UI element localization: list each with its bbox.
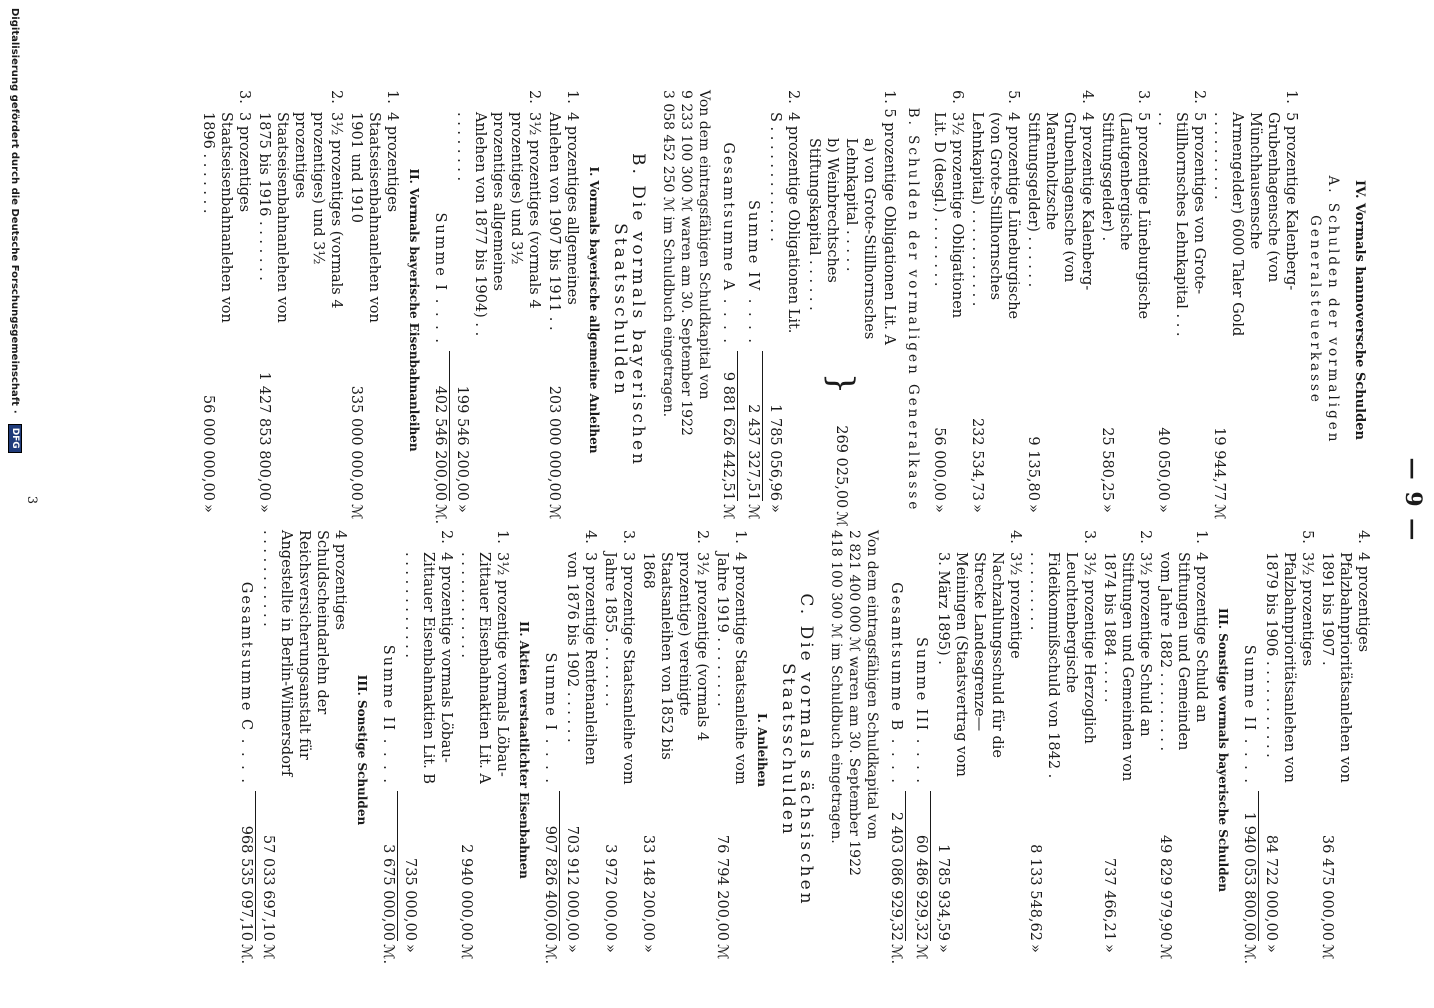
sum-saxony-ii — [379, 530, 398, 970]
sum-currency: ℳ — [745, 504, 761, 520]
sum-currency: ℳ. — [238, 944, 254, 965]
list-item — [930, 90, 966, 530]
item-amount: 56 000 000,00 — [200, 394, 216, 501]
item-currency: » — [1263, 944, 1279, 953]
item-amount: 8 133 548,62 — [1027, 844, 1043, 941]
item-amount: 40 050,00 — [1155, 427, 1171, 501]
item-currency: » — [454, 504, 470, 513]
list-item — [199, 90, 253, 530]
item-number: 3. — [1135, 90, 1151, 104]
item-currency: » — [935, 944, 951, 953]
sum-currency: ℳ. — [1241, 944, 1257, 965]
sum-currency: ℳ. — [542, 944, 558, 965]
item-currency: » — [1155, 504, 1171, 513]
item-text: 3½ prozentige Herzoglich Leuchtenbergische Fideikommißschuld von 1842 . . . . . . . . . . — [1027, 552, 1097, 779]
left-column — [197, 90, 1374, 530]
item-currency: » — [969, 504, 985, 513]
item-text: 3 prozentiges Staatseisenbahnanlehen von 1896 . . . . . . . — [200, 112, 252, 323]
page-number: 3 — [24, 495, 39, 505]
sum-label: Summe I . . . . — [542, 652, 558, 785]
list-item — [1026, 530, 1098, 970]
b1-subitems — [804, 90, 879, 369]
item-amount: 36 475 000,00 — [1319, 834, 1335, 941]
section-saxony-title: C. Die vormals sächsischen Staatsschulden — [778, 593, 816, 907]
brace-symbol: } — [821, 372, 862, 395]
bavaria-ii-title: II. Vormals bayerische Eisenbahnanleihen — [407, 168, 421, 452]
sum-amount: 907 826 400,00 — [541, 791, 560, 941]
sum-label: Gesamtsumme A . . . . — [720, 142, 736, 345]
total-a — [719, 90, 738, 530]
item-text: 4 prozentige Kalenberg-Grubenhagensche (von Marenholtzsche Stiftungsgelder) . . . . . . — [1025, 112, 1095, 291]
note-line — [659, 90, 677, 530]
item-currency: » — [1027, 944, 1043, 953]
item-number: 5. — [1299, 530, 1315, 544]
dfg-logo-icon: DFG — [8, 424, 22, 453]
note-text: im Schuldbuch eingetragen. — [660, 216, 676, 418]
note-line: Von dem eintragsfähigen Schuldkapital von — [696, 90, 712, 400]
item-text: 3½ prozentige Nachzahlungsschuld für die Strecke Landesgrenze—Meiningen (Staatsvertrag vom 3. März 1895) . — [935, 552, 1023, 777]
item-number: 5. — [1005, 90, 1021, 104]
footer-text: Digitalisierung gefördert durch die Deutsche Forschungsgemeinschaft — [9, 8, 21, 406]
b1-currency: ℳ — [833, 511, 850, 527]
item-currency: ℳ — [546, 504, 562, 520]
item-text: 4 prozentiges Staatseisenbahnanlehen von 1901 und 1910 — [348, 112, 400, 323]
item-amount: 1 785 056,96 — [767, 404, 783, 501]
total-b — [887, 530, 906, 970]
item-text: 3½ prozentige Obligationen Lit. D (desgl.) . . . . . . . . — [931, 112, 965, 319]
item-number: 6. — [949, 90, 965, 104]
total-c — [237, 530, 256, 970]
list-item — [968, 90, 1022, 530]
a-items-list — [930, 90, 1300, 530]
sum-label: Summe IV . . . . — [745, 199, 761, 345]
item-number: 2. — [328, 90, 344, 104]
item-text: 4 prozentiges Pfalzbahnprioritätsanlehen von 1891 bis 1907 . — [1319, 552, 1371, 783]
item-number: 2. — [526, 90, 542, 104]
sum-amount: 9 881 626 442,51 — [719, 351, 738, 501]
list-item — [347, 90, 401, 530]
b1-heading-text: 1. 5 prozentige Obligationen Lit. A — [881, 90, 897, 345]
sum-amount: 60 486 929,32 — [912, 791, 931, 941]
item-number: 3. — [620, 530, 636, 544]
item-number: 4. — [1355, 530, 1371, 544]
item-text: 4 prozentige Lüneburgische (von Grote-Stillhornsches Lehnkapital) . . . . . . . . . . . — [969, 112, 1021, 320]
item-currency: » — [1101, 944, 1117, 953]
page-header: — 9 — — [1400, 457, 1426, 543]
b1-heading — [880, 90, 898, 530]
item-currency: » — [931, 504, 947, 513]
item-amount: 19 944,77 — [1211, 427, 1227, 501]
item-amount: 3 972 000,00 — [602, 844, 618, 941]
note-a — [659, 90, 713, 530]
item-amount: 76 794 200,00 — [714, 834, 730, 941]
item-number: 2. — [694, 530, 710, 544]
note-text: im Schuldbuch eingetragen. — [828, 642, 844, 844]
item-currency: ℳ — [458, 944, 474, 960]
item-amount: 199 546 200,00 — [454, 385, 470, 501]
note-text: waren am 30. September 1922 — [846, 656, 862, 876]
list-item — [453, 90, 543, 530]
bavaria-i-title: I. Vormals bayerische allgemeine Anleihen — [587, 166, 601, 454]
list-item — [1262, 530, 1316, 970]
item-text: 3 prozentige Staatsanleihe vom Jahre 1855 . . . . . . . . — [602, 552, 636, 785]
item-text: 5 prozentige Kalenberg-Grubenhagensche (von Münchhausensche Armengelder) 6000 Taler Gold . . . . . . . . . . — [1211, 112, 1299, 337]
section-bavaria-title: B. Die vormals bayerischen Staatsschulden — [610, 152, 648, 468]
item-number: 4. — [1079, 90, 1095, 104]
note-line — [827, 530, 845, 970]
saxony-ii-title: II. Aktien verstaatlichter Eisenbahnen — [517, 621, 531, 879]
item-text: 4 prozentige Schuld an Stiftungen und Gemeinden vom Jahre 1882 . . . . . . . . . — [1157, 552, 1209, 752]
item-number: 3. — [236, 90, 252, 104]
b1-brace-group — [804, 90, 879, 530]
sum-amount: 402 546 200,00 — [431, 351, 450, 501]
item-currency: » — [602, 944, 618, 953]
item-number: 2. — [1137, 530, 1153, 544]
item-text: 4 prozentiges allgemeines Anlehen von 1907 bis 1911 . . — [546, 112, 580, 331]
section-b-title: B. Schulden der vormaligen Generalkasse — [905, 107, 921, 513]
sum-bavaria-iii — [912, 530, 931, 970]
list-item — [259, 530, 349, 970]
item-number: 2. — [1191, 90, 1207, 104]
item-currency: ℳ — [1157, 944, 1173, 960]
right-column — [231, 530, 1374, 970]
item-text: 5 prozentige Lüneburgische (Lautgenbergische Stiftungsgelder) . — [1099, 112, 1151, 320]
list-item — [1098, 90, 1152, 530]
item-currency: ℳ — [714, 944, 730, 960]
sum-label: Gesamtsumme C . . . . — [238, 581, 254, 785]
list-item — [545, 90, 581, 530]
section-a-title: A. Schulden der vormaligen Generalsteuerkasse — [1307, 175, 1341, 445]
item-number: 3. — [1081, 530, 1097, 544]
item-currency: ℳ — [348, 504, 364, 520]
item-amount: 232 534,73 — [969, 417, 985, 501]
list-item — [601, 530, 637, 970]
note-line — [845, 530, 863, 970]
item-text: 3½ prozentige vormals Löbau-Zittauer Eisenbahnaktien Lit. A . . . . . . . . . . . . — [458, 552, 510, 784]
item-amount: 56 000,00 — [931, 427, 947, 501]
sum-amount: 1 940 053 800,00 — [1240, 791, 1259, 941]
item-text: 3 prozentige Rentenanleihen von 1876 bis 1902 . . . . . . — [564, 552, 598, 765]
item-text: 5 prozentiges von Grote-Stillhornsches Lehnkapital . . . . . — [1155, 112, 1207, 337]
sum-amount: 2 403 086 929,32 — [887, 791, 906, 941]
digitization-footer: Digitalisierung gefördert durch die Deutsche Forschungsgemeinschaft · DFG — [8, 0, 22, 1008]
item-amount: 735 000,00 — [402, 857, 418, 941]
sum-amount: 2 437 327,51 — [744, 351, 763, 501]
item-amount: 9 135,80 — [1025, 436, 1041, 501]
note-b — [827, 530, 881, 970]
note-figure: 418 100 300 ℳ — [828, 530, 844, 639]
item-number: 4. — [582, 530, 598, 544]
item-currency: » — [1025, 504, 1041, 513]
item-text: 3½ prozentiges Pfalzbahnprioritätsanlehen von 1879 bis 1906 . . . . . . . . . . . — [1263, 552, 1315, 783]
item-amount: 49 829 979,90 — [1157, 834, 1173, 941]
item-amount: 25 580,25 — [1099, 427, 1115, 501]
item-amount: 335 000 000,00 — [348, 385, 364, 501]
list-item — [563, 530, 599, 970]
item-number: 4. — [1007, 530, 1023, 544]
item-number: 1. — [1283, 90, 1299, 104]
item-amount: 1 427 853 800,00 — [256, 371, 272, 501]
sum-bavaria-ii — [1240, 530, 1259, 970]
item-amount: 84 722 000,00 — [1263, 834, 1279, 941]
list-item — [1154, 90, 1208, 530]
item-text: 4 prozentiges Schuldscheindarlehn der Reichsversicherungsanstalt für Angestellte in Berlin-Wilmersdorf . . . . . . . . . . . — [260, 530, 348, 777]
item-currency: » — [402, 944, 418, 953]
item-text: 3½ prozentige Schuld an Stiftungen und Gemeinden von 1874 bis 1884 . . . . . — [1101, 552, 1153, 782]
sum-currency: ℳ. — [380, 944, 396, 965]
item-number: 1. — [732, 530, 748, 544]
item-text: 3½ prozentige (vormals 4 prozentige) vereinigte Staatsanleihen von 1852 bis 1868 — [640, 552, 710, 760]
item-amount: 33 148 200,00 — [640, 834, 656, 941]
b1-amount: 269 025,00 — [833, 425, 850, 509]
item-currency: » — [256, 504, 272, 513]
list-item — [255, 90, 345, 530]
item-number: 1. — [384, 90, 400, 104]
note-figure: 9 233 100 300 ℳ — [678, 90, 694, 212]
sum-label: Summe III . . . . — [913, 636, 929, 785]
item-currency: ℳ — [260, 944, 276, 960]
item-currency: » — [1099, 504, 1115, 513]
section-iv-title: IV. Vormals hannoversche Schulden — [1352, 180, 1367, 440]
item-number: 1. — [494, 530, 510, 544]
sum-amount: 3 675 000,00 — [379, 791, 398, 941]
item-amount: 1 785 934,59 — [935, 844, 951, 941]
item-currency: » — [767, 504, 783, 513]
list-item — [457, 530, 511, 970]
item-currency: ℳ — [1319, 944, 1335, 960]
list-item — [1024, 90, 1096, 530]
sum-label: Summe II . . . . — [1241, 644, 1257, 785]
saxony-iii-title: III. Sonstige Schulden — [355, 674, 369, 826]
list-item — [934, 530, 1024, 970]
sum-label: Gesamtsumme B . . . . — [888, 582, 904, 785]
sum-amount: 968 535 097,10 — [237, 791, 256, 941]
list-item — [1318, 530, 1372, 970]
item-text: 4 prozentige Staatsanleihe vom Jahre 1919 . . . . . . . . — [714, 552, 748, 785]
item-amount: 203 000 000,00 — [546, 385, 562, 501]
list-item — [766, 90, 802, 530]
item-currency: » — [200, 504, 216, 513]
item-currency: » — [564, 944, 580, 953]
sum-label: Summe II . . . . — [380, 644, 396, 785]
item-text: 4 prozentige vormals Löbau-Zittauer Eisenbahnaktien Lit. B . . . . . . . . . . . . — [402, 552, 454, 785]
b1a-text: a) von Grote-Stillhornsches Lehnkapital . . . . . — [843, 138, 877, 340]
list-item — [1100, 530, 1154, 970]
item-number: 2. — [785, 90, 801, 104]
sum-currency: ℳ — [913, 944, 929, 960]
list-item — [1156, 530, 1210, 970]
list-item — [842, 90, 878, 369]
note-figure: 2 821 400 000 ℳ — [846, 530, 862, 652]
note-line: Von dem eintragsfähigen Schuldkapital von — [864, 530, 880, 840]
note-figure: 3 058 452 250 ℳ — [660, 90, 676, 212]
sum-currency: ℳ. — [888, 944, 904, 965]
list-item — [713, 530, 749, 970]
sum-label: Summe I . . . . — [432, 212, 448, 345]
bavaria-iii-title: III. Sonstige vormals bayerische Schulden — [1216, 608, 1230, 892]
list-item — [401, 530, 455, 970]
b1b-text: b) Weinbrechtsches Stiftungskapital . . . . . . — [806, 138, 840, 311]
list-item — [1210, 90, 1300, 530]
note-text: waren am 30. September 1922 — [678, 216, 694, 436]
item-amount: 737 466,21 — [1101, 857, 1117, 941]
item-text: 4 prozentige Obligationen Lit. S . . . . . . . . . . . . . — [767, 112, 801, 334]
sum-saxony-i — [541, 530, 560, 970]
item-number: 1. — [1193, 530, 1209, 544]
item-currency: » — [640, 944, 656, 953]
item-number: 1. — [564, 90, 580, 104]
note-line — [677, 90, 695, 530]
item-amount: 2 940 000,00 — [458, 844, 474, 941]
item-number: 2. — [438, 530, 454, 544]
saxony-i-title: I. Anleihen — [755, 713, 769, 787]
item-amount: 57 033 697,10 — [260, 834, 276, 941]
sum-iv — [744, 90, 763, 530]
item-currency: ℳ — [1211, 504, 1227, 520]
list-item — [805, 90, 841, 369]
list-item — [639, 530, 711, 970]
item-text: 3½ prozentiges (vormals 4 prozentiges) und 3½ prozentiges allgemeines Anlehen von 1877 bis 1904) . . . . . . . . . . — [454, 112, 542, 337]
sum-currency: ℳ — [720, 504, 736, 520]
sum-bavaria-i — [431, 90, 450, 530]
item-text: 3½ prozentiges (vormals 4 prozentiges) und 3½ prozentiges Staatseisenbahnanlehen von 1875 bis 1916 . . . . . . . — [256, 112, 344, 323]
item-amount: 703 912 000,00 — [564, 825, 580, 941]
sum-currency: ℳ. — [432, 504, 448, 525]
